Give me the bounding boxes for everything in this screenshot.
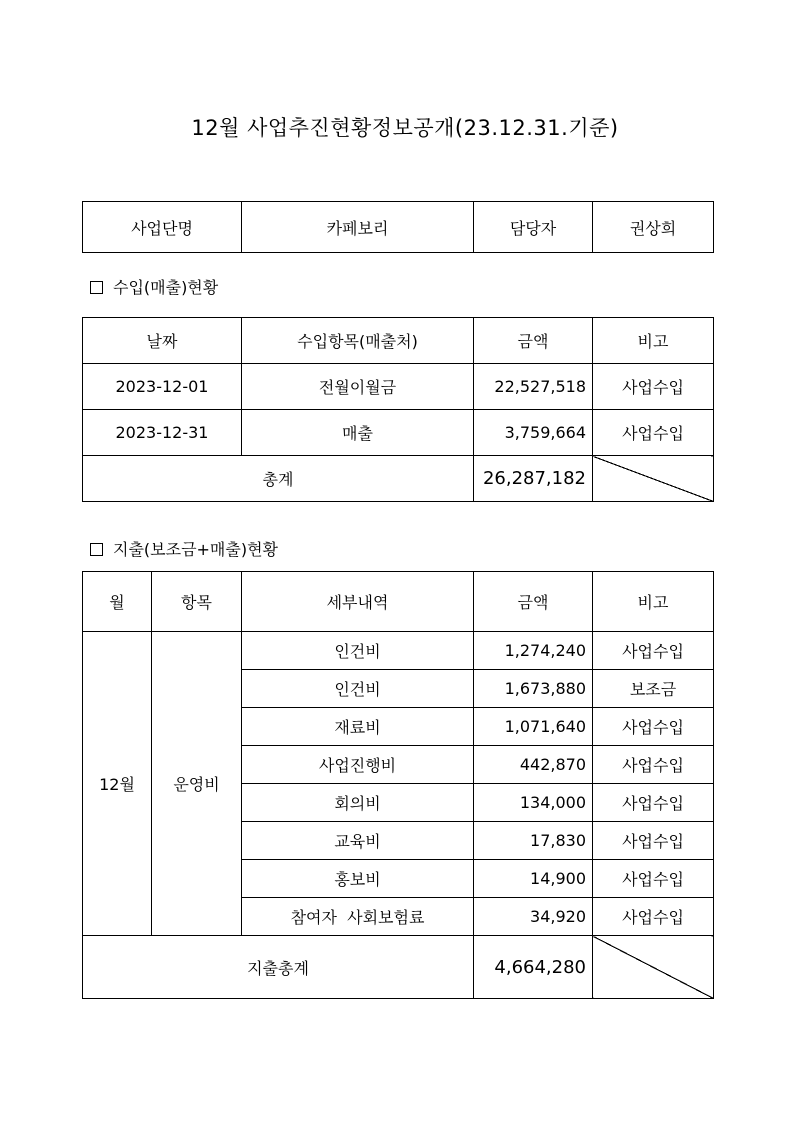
- expense-section-heading: 지출(보조금+매출)현황: [90, 537, 278, 560]
- table-row: [83, 632, 714, 670]
- amount-cell: 34,920: [474, 898, 593, 936]
- amount-cell: 442,870: [474, 746, 593, 784]
- total-amount-cell: 26,287,182: [474, 456, 593, 502]
- income-section-heading: 수입(매출)현황: [90, 275, 218, 298]
- total-amount-cell: 4,664,280: [474, 936, 593, 999]
- detail-cell: 사업진행비: [242, 746, 474, 784]
- amount-cell: 1,673,880: [474, 670, 593, 708]
- manager-name-cell: 권상희: [593, 202, 714, 253]
- amount-cell: 134,000: [474, 784, 593, 822]
- header-category: 항목: [152, 572, 242, 632]
- note-cell: 사업수입: [593, 860, 714, 898]
- detail-cell: 재료비: [242, 708, 474, 746]
- amount-cell: 17,830: [474, 822, 593, 860]
- item-cell: 매출: [242, 410, 474, 456]
- amount-cell: 22,527,518: [474, 364, 593, 410]
- header-date: 날짜: [83, 318, 242, 364]
- note-cell: 사업수입: [593, 632, 714, 670]
- header-note: 비고: [593, 318, 714, 364]
- detail-cell: 회의비: [242, 784, 474, 822]
- expense-table: [82, 571, 714, 999]
- note-cell: 사업수입: [593, 410, 714, 456]
- header-month: 월: [83, 572, 152, 632]
- amount-cell: 1,274,240: [474, 632, 593, 670]
- note-cell: 사업수입: [593, 708, 714, 746]
- header-income-item: 수입항목(매출처): [242, 318, 474, 364]
- amount-cell: 3,759,664: [474, 410, 593, 456]
- table-header-row: [83, 318, 714, 364]
- project-info-table: [82, 201, 714, 253]
- income-table: [82, 317, 714, 502]
- amount-cell: 14,900: [474, 860, 593, 898]
- header-detail: 세부내역: [242, 572, 474, 632]
- date-cell: 2023-12-01: [83, 364, 242, 410]
- note-cell: 사업수입: [593, 364, 714, 410]
- amount-cell: 1,071,640: [474, 708, 593, 746]
- month-cell: 12월: [83, 632, 152, 936]
- item-cell: 전월이월금: [242, 364, 474, 410]
- header-amount: 금액: [474, 318, 593, 364]
- detail-cell: 교육비: [242, 822, 474, 860]
- page-title: 12월 사업추진현황정보공개(23.12.31.기준): [191, 116, 619, 140]
- diagonal-slash-cell: [593, 456, 714, 502]
- note-cell: 사업수입: [593, 746, 714, 784]
- note-cell: 사업수입: [593, 822, 714, 860]
- header-note: 비고: [593, 572, 714, 632]
- header-amount: 금액: [474, 572, 593, 632]
- project-label-cell: 사업단명: [83, 202, 242, 253]
- table-row: [83, 364, 714, 410]
- manager-label-cell: 담당자: [474, 202, 593, 253]
- total-row: [83, 936, 714, 999]
- checkbox-square-icon: [90, 281, 103, 294]
- project-name-cell: 카페보리: [242, 202, 474, 253]
- total-row: [83, 456, 714, 502]
- detail-cell: 인건비: [242, 670, 474, 708]
- total-label-cell: 총계: [83, 456, 474, 502]
- note-cell: 보조금: [593, 670, 714, 708]
- table-header-row: [83, 572, 714, 632]
- project-info-row: [83, 202, 714, 253]
- detail-cell: 인건비: [242, 632, 474, 670]
- total-label-cell: 지출총계: [83, 936, 474, 999]
- category-cell: 운영비: [152, 632, 242, 936]
- detail-cell: 참여자 사회보험료: [242, 898, 474, 936]
- diagonal-slash-cell: [593, 936, 714, 999]
- note-cell: 사업수입: [593, 784, 714, 822]
- checkbox-square-icon: [90, 543, 103, 556]
- date-cell: 2023-12-31: [83, 410, 242, 456]
- detail-cell: 홍보비: [242, 860, 474, 898]
- table-row: [83, 410, 714, 456]
- note-cell: 사업수입: [593, 898, 714, 936]
